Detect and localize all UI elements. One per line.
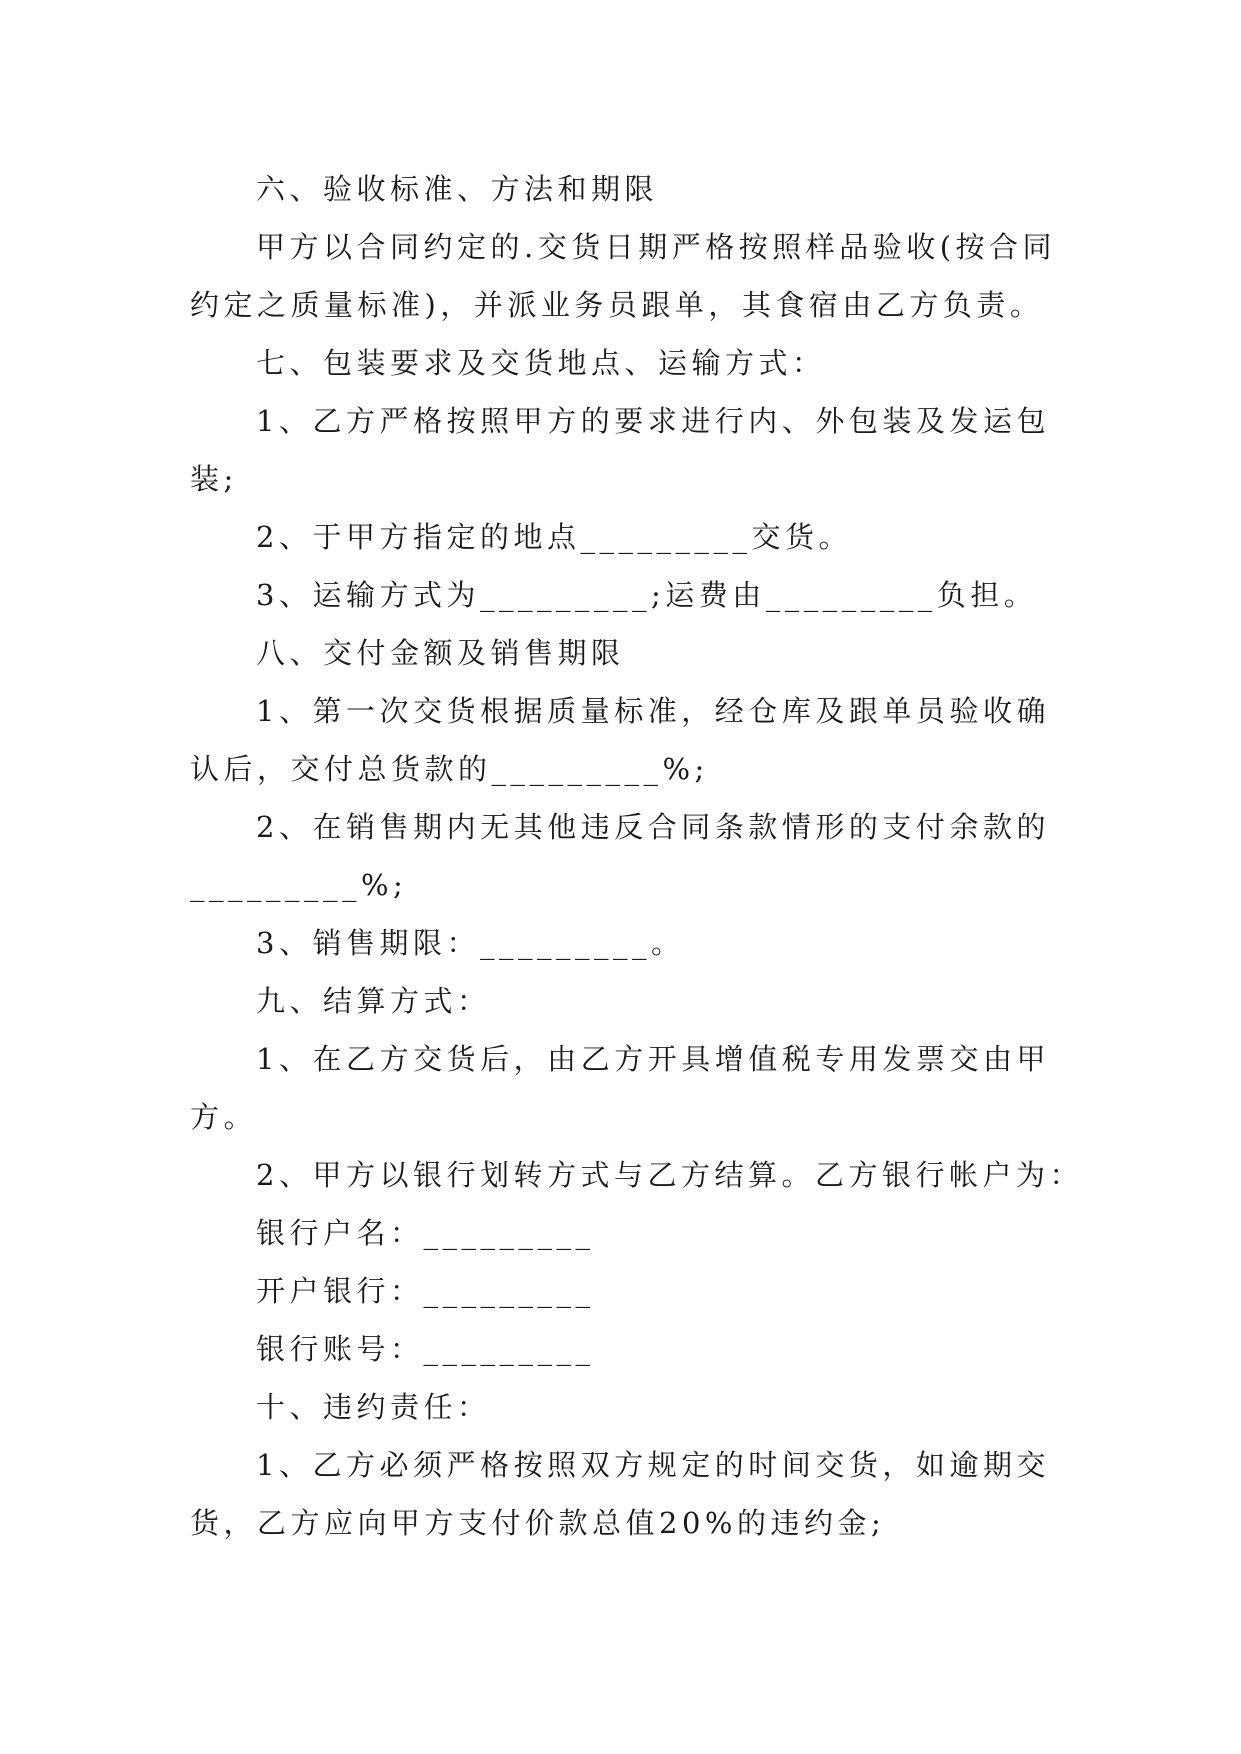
paragraph-line: 2、于甲方指定的地点_________交货。 — [256, 520, 852, 554]
bank-account-number-field: 银行账号：_________ — [256, 1332, 595, 1366]
paragraph-line: 2、甲方以银行划转方式与乙方结算。乙方银行帐户为： — [256, 1158, 1083, 1192]
bank-account-name-field: 银行户名：_________ — [256, 1216, 595, 1250]
section-heading-settlement: 九、结算方式： — [256, 984, 491, 1018]
section-heading-liability: 十、违约责任： — [256, 1390, 491, 1424]
section-heading-packaging: 七、包装要求及交货地点、运输方式： — [256, 346, 826, 380]
paragraph-line: 1、乙方必须严格按照双方规定的时间交货，如逾期交 — [256, 1448, 1050, 1482]
section-heading-payment-amount: 八、交付金额及销售期限 — [256, 636, 625, 670]
document-page — [190, 160, 1083, 1552]
paragraph-line: 认后，交付总货款的_________%; — [190, 752, 709, 786]
paragraph-line: 1、在乙方交货后，由乙方开具增值税专用发票交由甲 — [256, 1042, 1050, 1076]
paragraph-line: 甲方以合同约定的.交货日期严格按照样品验收(按合同 — [256, 230, 1057, 264]
paragraph-line: 3、销售期限：_________。 — [256, 926, 685, 960]
paragraph-line: _________%; — [190, 868, 408, 902]
paragraph-line: 1、乙方严格按照甲方的要求进行内、外包装及发运包 — [256, 404, 1050, 438]
paragraph-line: 3、运输方式为_________;运费由_________负担。 — [256, 578, 1038, 612]
paragraph-line: 装; — [190, 462, 238, 496]
paragraph-line: 1、第一次交货根据质量标准，经仓库及跟单员验收确 — [256, 694, 1050, 728]
section-heading-acceptance: 六、验收标准、方法和期限 — [256, 172, 659, 206]
paragraph-line: 货，乙方应向甲方支付价款总值20%的违约金; — [190, 1506, 886, 1540]
paragraph-line: 约定之质量标准)，并派业务员跟单，其食宿由乙方负责。 — [190, 288, 1044, 322]
paragraph-line: 2、在销售期内无其他违反合同条款情形的支付余款的 — [256, 810, 1050, 844]
bank-name-field: 开户银行：_________ — [256, 1274, 595, 1308]
paragraph-line: 方。 — [190, 1100, 258, 1134]
